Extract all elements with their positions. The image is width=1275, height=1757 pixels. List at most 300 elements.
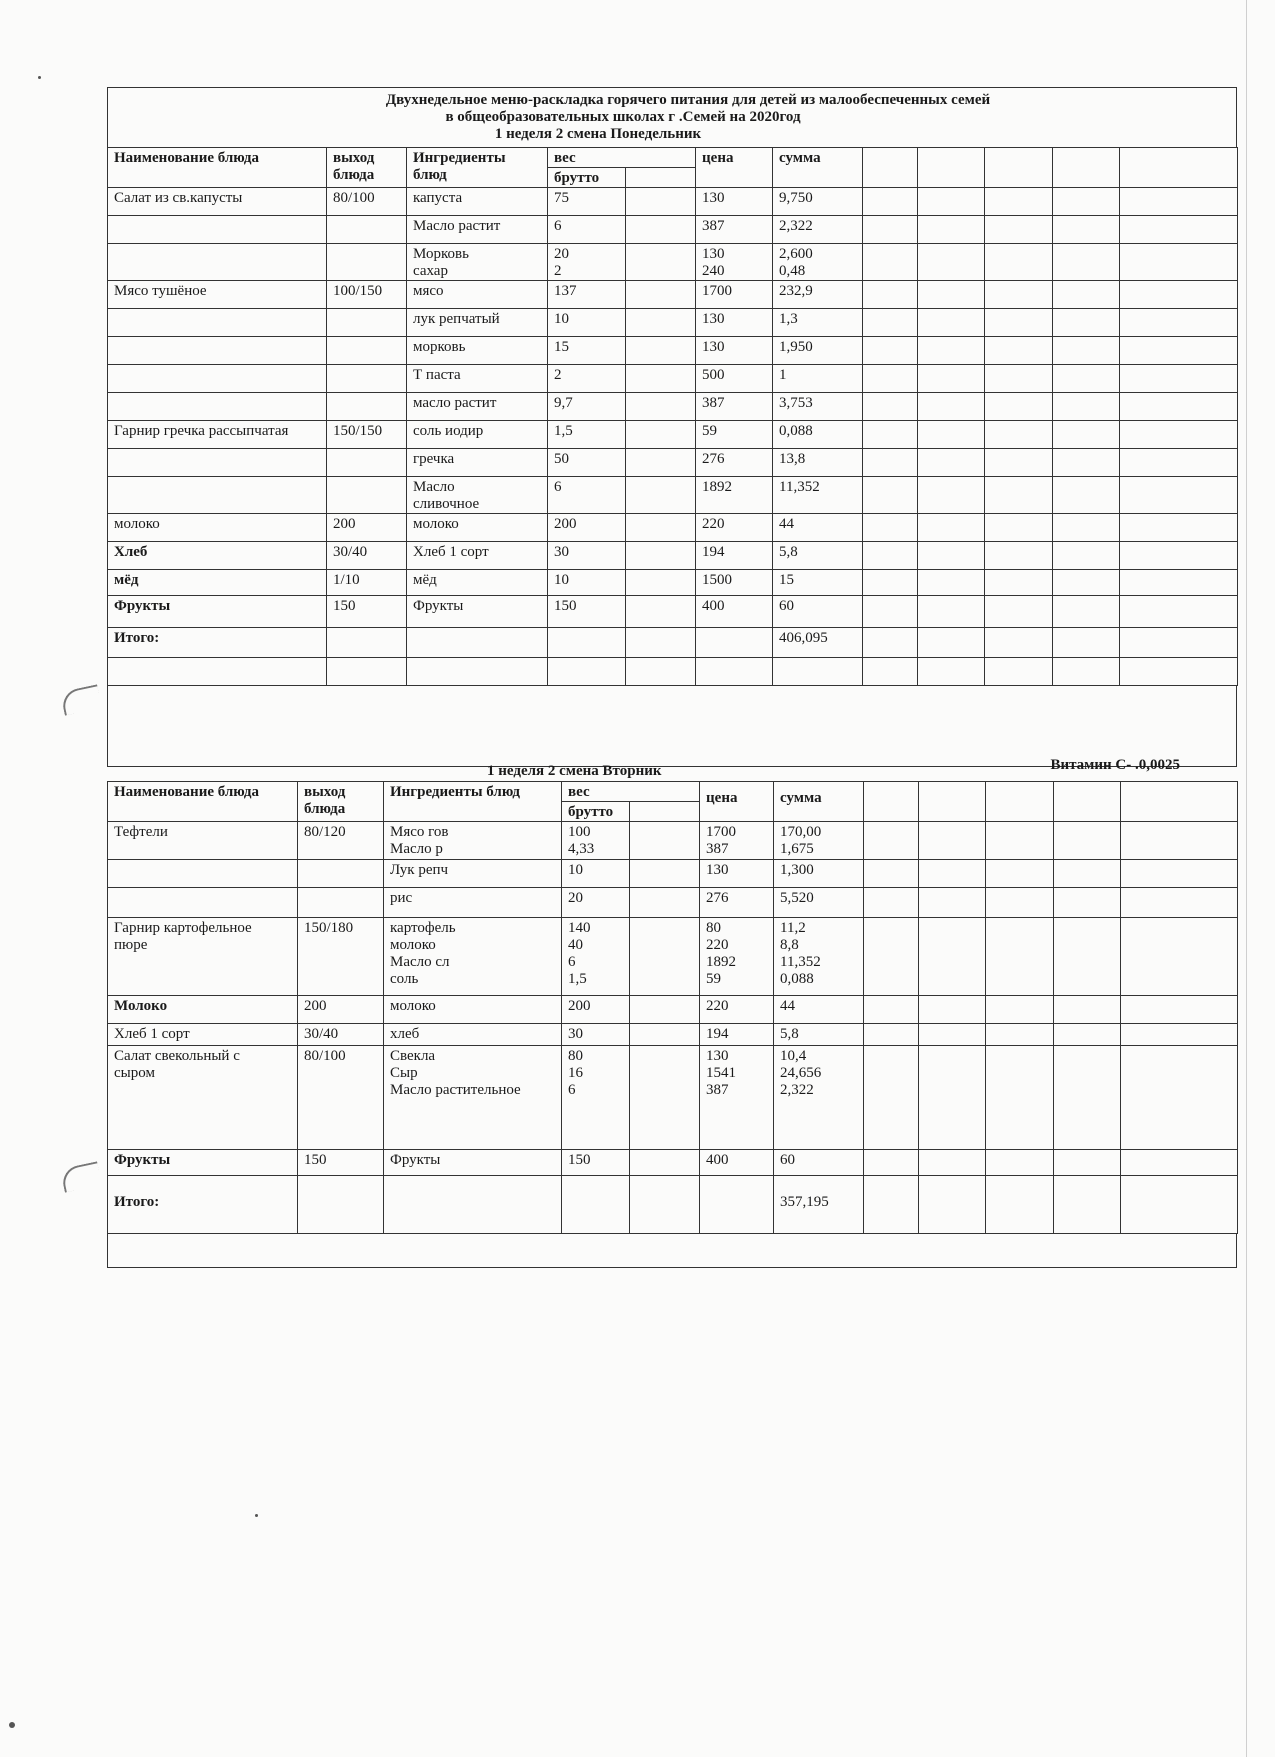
empty-cell [985,281,1053,309]
empty-cell [407,658,548,686]
empty-cell [918,365,985,393]
gross-weight: 9,7 [548,393,626,421]
table-footer-row [107,1234,1237,1268]
dish-name [108,244,327,281]
sum: 232,9 [773,281,863,309]
empty-cell [863,421,918,449]
ingredient: молоко [384,996,562,1024]
gross-weight: 20 [562,888,630,918]
empty-cell [1121,996,1238,1024]
price: 1500 [696,570,773,596]
price: 130 [696,337,773,365]
dish-output [298,888,384,918]
empty-cell [630,860,700,888]
empty-cell [985,449,1053,477]
empty-cell [919,996,986,1024]
ingredient: Морковь сахар [407,244,548,281]
gross-weight: 200 [548,514,626,542]
table-row [108,477,1238,514]
empty-cell [1054,888,1121,918]
gross-weight: 100 4,33 [562,822,630,860]
empty-cell [1054,1046,1121,1150]
empty-cell [327,628,407,658]
empty-cell [626,281,696,309]
ingredient: Свекла Сыр Масло растительное [384,1046,562,1150]
empty-cell [1120,628,1238,658]
price: 59 [696,421,773,449]
empty-cell [919,860,986,888]
header-weight: вес [562,782,700,802]
dish-output: 200 [327,514,407,542]
sum: 0,088 [773,421,863,449]
table-row [108,996,1238,1024]
vitamin-note: Витамин С- .0,0025 [1050,757,1180,773]
total-label: Итого: [108,628,327,658]
dish-output: 150 [298,1150,384,1176]
empty-cell [1121,1046,1238,1150]
empty-cell [1120,477,1238,514]
table-row [108,309,1238,337]
table-row [108,888,1238,918]
empty-cell [985,570,1053,596]
title-line-3: 1 неделя 2 смена Понедельник [494,126,702,142]
empty-cell [918,309,985,337]
empty-cell [1121,860,1238,888]
empty-cell [1120,421,1238,449]
gross-weight: 200 [562,996,630,1024]
header-output: выход блюда [327,148,407,188]
empty-cell [384,1176,562,1234]
empty-cell [919,1024,986,1046]
empty-cell [986,1024,1054,1046]
empty-cell [985,542,1053,570]
dish-name: Фрукты [108,1150,298,1176]
dish-output: 200 [298,996,384,1024]
empty-cell [626,421,696,449]
empty-cell [1120,244,1238,281]
day2-title: 1 неделя 2 смена Вторник [487,763,662,779]
empty-cell [626,188,696,216]
table-row [108,244,1238,281]
dish-output: 150/150 [327,421,407,449]
price: 276 [696,449,773,477]
dish-output [327,393,407,421]
table-row [108,860,1238,888]
ingredient: капуста [407,188,548,216]
empty-cell [626,168,696,188]
empty-cell [985,596,1053,628]
empty-cell [863,216,918,244]
empty-cell [1120,365,1238,393]
table-row [108,542,1238,570]
dish-name [108,888,298,918]
empty-cell [1120,542,1238,570]
price: 194 [696,542,773,570]
empty-cell [986,1176,1054,1234]
ingredient: Мясо гов Масло р [384,822,562,860]
empty-cell [985,309,1053,337]
empty-cell [863,148,918,188]
empty-cell [626,449,696,477]
price: 80 220 1892 59 [700,918,774,996]
dish-output: 30/40 [327,542,407,570]
empty-cell [1054,918,1121,996]
empty-cell [700,1176,774,1234]
table-row [108,449,1238,477]
empty-cell [1053,658,1120,686]
empty-cell [1053,309,1120,337]
empty-cell [626,337,696,365]
empty-cell [918,244,985,281]
empty-cell [918,148,985,188]
empty-cell [863,570,918,596]
ingredient: Масло растит [407,216,548,244]
empty-cell [918,658,985,686]
price: 1700 [696,281,773,309]
dish-name [108,309,327,337]
price: 1700 387 [700,822,774,860]
empty-cell [1121,822,1238,860]
empty-cell [1054,1176,1121,1234]
price: 220 [696,514,773,542]
scan-speck [255,1514,258,1517]
price: 500 [696,365,773,393]
scan-edge [1246,0,1247,1757]
empty-cell [986,1046,1054,1150]
empty-cell [864,1150,919,1176]
ingredient: мясо [407,281,548,309]
empty-cell [863,337,918,365]
empty-cell [1053,188,1120,216]
gross-weight: 6 [548,216,626,244]
dish-name: Тефтели [108,822,298,860]
empty-cell [1053,216,1120,244]
sum: 5,8 [774,1024,864,1046]
ingredient: лук репчатый [407,309,548,337]
dish-output [327,365,407,393]
price: 220 [700,996,774,1024]
empty-cell [1120,337,1238,365]
ingredient: Лук репч [384,860,562,888]
empty-cell [1053,449,1120,477]
empty-cell [626,393,696,421]
menu-table-monday [107,147,1238,686]
gross-weight: 6 [548,477,626,514]
empty-cell [626,658,696,686]
empty-cell [1053,596,1120,628]
empty-cell [1054,1150,1121,1176]
table-row [108,365,1238,393]
dish-name: Фрукты [108,596,327,628]
empty-cell [863,658,918,686]
empty-cell [986,860,1054,888]
sum: 10,4 24,656 2,322 [774,1046,864,1150]
gross-weight: 30 [548,542,626,570]
gross-weight: 80 16 6 [562,1046,630,1150]
gross-weight: 1,5 [548,421,626,449]
dish-output [327,216,407,244]
dish-output [298,860,384,888]
empty-cell [1054,782,1121,822]
empty-cell [919,888,986,918]
dish-name: Салат свекольный с сыром [108,1046,298,1150]
empty-cell [1054,1024,1121,1046]
price: 194 [700,1024,774,1046]
scan-speck [9,1722,15,1728]
sum: 13,8 [773,449,863,477]
empty-cell [626,477,696,514]
sum: 60 [774,1150,864,1176]
empty-cell [562,1176,630,1234]
empty-cell [1120,570,1238,596]
empty-cell [863,449,918,477]
header-sum: сумма [773,148,863,188]
empty-cell [985,216,1053,244]
dish-output: 1/10 [327,570,407,596]
empty-cell [108,658,327,686]
empty-cell [696,658,773,686]
empty-cell [1053,365,1120,393]
monday-rows [108,188,1238,628]
empty-cell [1053,244,1120,281]
dish-name: молоко [108,514,327,542]
dish-name: Гарнир картофельное пюре [108,918,298,996]
header-price: цена [700,782,774,822]
ingredient: рис [384,888,562,918]
sum: 5,8 [773,542,863,570]
menu-table-tuesday [107,781,1238,1234]
empty-cell [1120,188,1238,216]
empty-cell [864,918,919,996]
price: 387 [696,216,773,244]
dish-name [108,337,327,365]
dish-output: 80/120 [298,822,384,860]
table-row [108,918,1238,996]
empty-cell [630,1176,700,1234]
ingredient: молоко [407,514,548,542]
gross-weight: 10 [562,860,630,888]
empty-cell [630,802,700,822]
empty-cell [985,421,1053,449]
empty-cell [1053,628,1120,658]
empty-cell [863,542,918,570]
table-row [108,1046,1238,1150]
sum: 44 [773,514,863,542]
table-row [108,216,1238,244]
empty-cell [918,514,985,542]
empty-cell [1053,281,1120,309]
empty-cell [918,393,985,421]
empty-cell [863,628,918,658]
empty-cell [864,888,919,918]
dish-output [327,337,407,365]
empty-cell [985,658,1053,686]
empty-cell [918,421,985,449]
empty-cell [630,888,700,918]
empty-cell [630,1150,700,1176]
price: 130 [696,309,773,337]
empty-cell [1121,1024,1238,1046]
punch-mark [60,1161,102,1192]
gross-weight: 50 [548,449,626,477]
price: 130 1541 387 [700,1046,774,1150]
table-row [108,421,1238,449]
empty-cell [327,658,407,686]
table-row [108,337,1238,365]
header-gross: брутто [562,802,630,822]
dish-name: Салат из св.капусты [108,188,327,216]
empty-cell [626,570,696,596]
empty-cell [985,514,1053,542]
empty-cell [986,782,1054,822]
empty-cell [864,822,919,860]
empty-cell [863,281,918,309]
ingredient: хлеб [384,1024,562,1046]
empty-cell [863,365,918,393]
empty-cell [1120,309,1238,337]
empty-cell [918,596,985,628]
empty-cell [863,596,918,628]
dish-name [108,449,327,477]
gross-weight: 150 [548,596,626,628]
header-dish: Наименование блюда [108,782,298,822]
empty-cell [1121,782,1238,822]
empty-cell [1121,1176,1238,1234]
price: 400 [700,1150,774,1176]
empty-cell [863,244,918,281]
empty-cell [1121,1150,1238,1176]
empty-cell [1120,148,1238,188]
empty-cell [919,782,986,822]
empty-cell [919,1150,986,1176]
ingredient: соль иодир [407,421,548,449]
empty-cell [918,570,985,596]
empty-cell [919,1176,986,1234]
empty-cell [863,393,918,421]
sum: 15 [773,570,863,596]
empty-cell [985,365,1053,393]
dish-output: 100/150 [327,281,407,309]
empty-cell [864,996,919,1024]
empty-cell [986,918,1054,996]
dish-name [108,477,327,514]
empty-cell [1053,148,1120,188]
empty-cell [1053,477,1120,514]
empty-cell [696,628,773,658]
dish-output: 150/180 [298,918,384,996]
empty-cell [626,596,696,628]
table-row [108,570,1238,596]
dish-output [327,309,407,337]
dish-name [108,393,327,421]
empty-cell [1054,996,1121,1024]
empty-cell [918,628,985,658]
dish-output [327,449,407,477]
sum: 44 [774,996,864,1024]
empty-cell [864,860,919,888]
dish-name [108,216,327,244]
empty-cell [863,309,918,337]
empty-cell [986,888,1054,918]
empty-cell [1120,596,1238,628]
gross-weight: 30 [562,1024,630,1046]
ingredient: Т паста [407,365,548,393]
tuesday-rows [108,822,1238,1176]
title-line-2: в общеобразовательных школах г .Семей на 2020год [445,109,801,125]
empty-cell [986,822,1054,860]
empty-cell [985,244,1053,281]
ingredient: картофель молоко Масло сл соль [384,918,562,996]
sum: 11,352 [773,477,863,514]
dish-output: 30/40 [298,1024,384,1046]
header-ingredients: Ингредиенты блюд [384,782,562,822]
empty-cell [1053,542,1120,570]
total-value: 357,195 [774,1176,864,1234]
empty-cell [918,281,985,309]
price: 130 [700,860,774,888]
empty-cell [985,628,1053,658]
price: 130 240 [696,244,773,281]
gross-weight: 10 [548,309,626,337]
empty-cell [985,393,1053,421]
table-row [108,514,1238,542]
ingredient: Хлеб 1 сорт [407,542,548,570]
empty-cell [864,1024,919,1046]
empty-cell [986,1150,1054,1176]
empty-cell [1053,514,1120,542]
gross-weight: 75 [548,188,626,216]
sum: 11,2 8,8 11,352 0,088 [774,918,864,996]
empty-cell [863,477,918,514]
dish-name: Мясо тушёное [108,281,327,309]
empty-cell [630,1024,700,1046]
dish-output: 150 [327,596,407,628]
empty-cell [918,337,985,365]
table-row [108,1024,1238,1046]
header-ingredients: Ингредиенты блюд [407,148,548,188]
gross-weight: 20 2 [548,244,626,281]
header-gross: брутто [548,168,626,188]
empty-cell [985,188,1053,216]
empty-cell [863,188,918,216]
header-output: выход блюда [298,782,384,822]
dish-name: Хлеб 1 сорт [108,1024,298,1046]
price: 276 [700,888,774,918]
empty-cell [626,514,696,542]
empty-cell [864,782,919,822]
empty-cell [919,1046,986,1150]
ingredient: гречка [407,449,548,477]
sum: 170,00 1,675 [774,822,864,860]
empty-cell [630,1046,700,1150]
sum: 1,950 [773,337,863,365]
empty-cell [630,996,700,1024]
gross-weight: 15 [548,337,626,365]
dish-output [327,477,407,514]
ingredient: Фрукты [384,1150,562,1176]
empty-cell [1120,514,1238,542]
empty-cell [1120,281,1238,309]
sum: 2,322 [773,216,863,244]
empty-cell [626,365,696,393]
dish-name: Хлеб [108,542,327,570]
empty-cell [863,514,918,542]
dish-name: мёд [108,570,327,596]
empty-cell [548,628,626,658]
price: 1892 [696,477,773,514]
empty-cell [1120,393,1238,421]
ingredient: морковь [407,337,548,365]
